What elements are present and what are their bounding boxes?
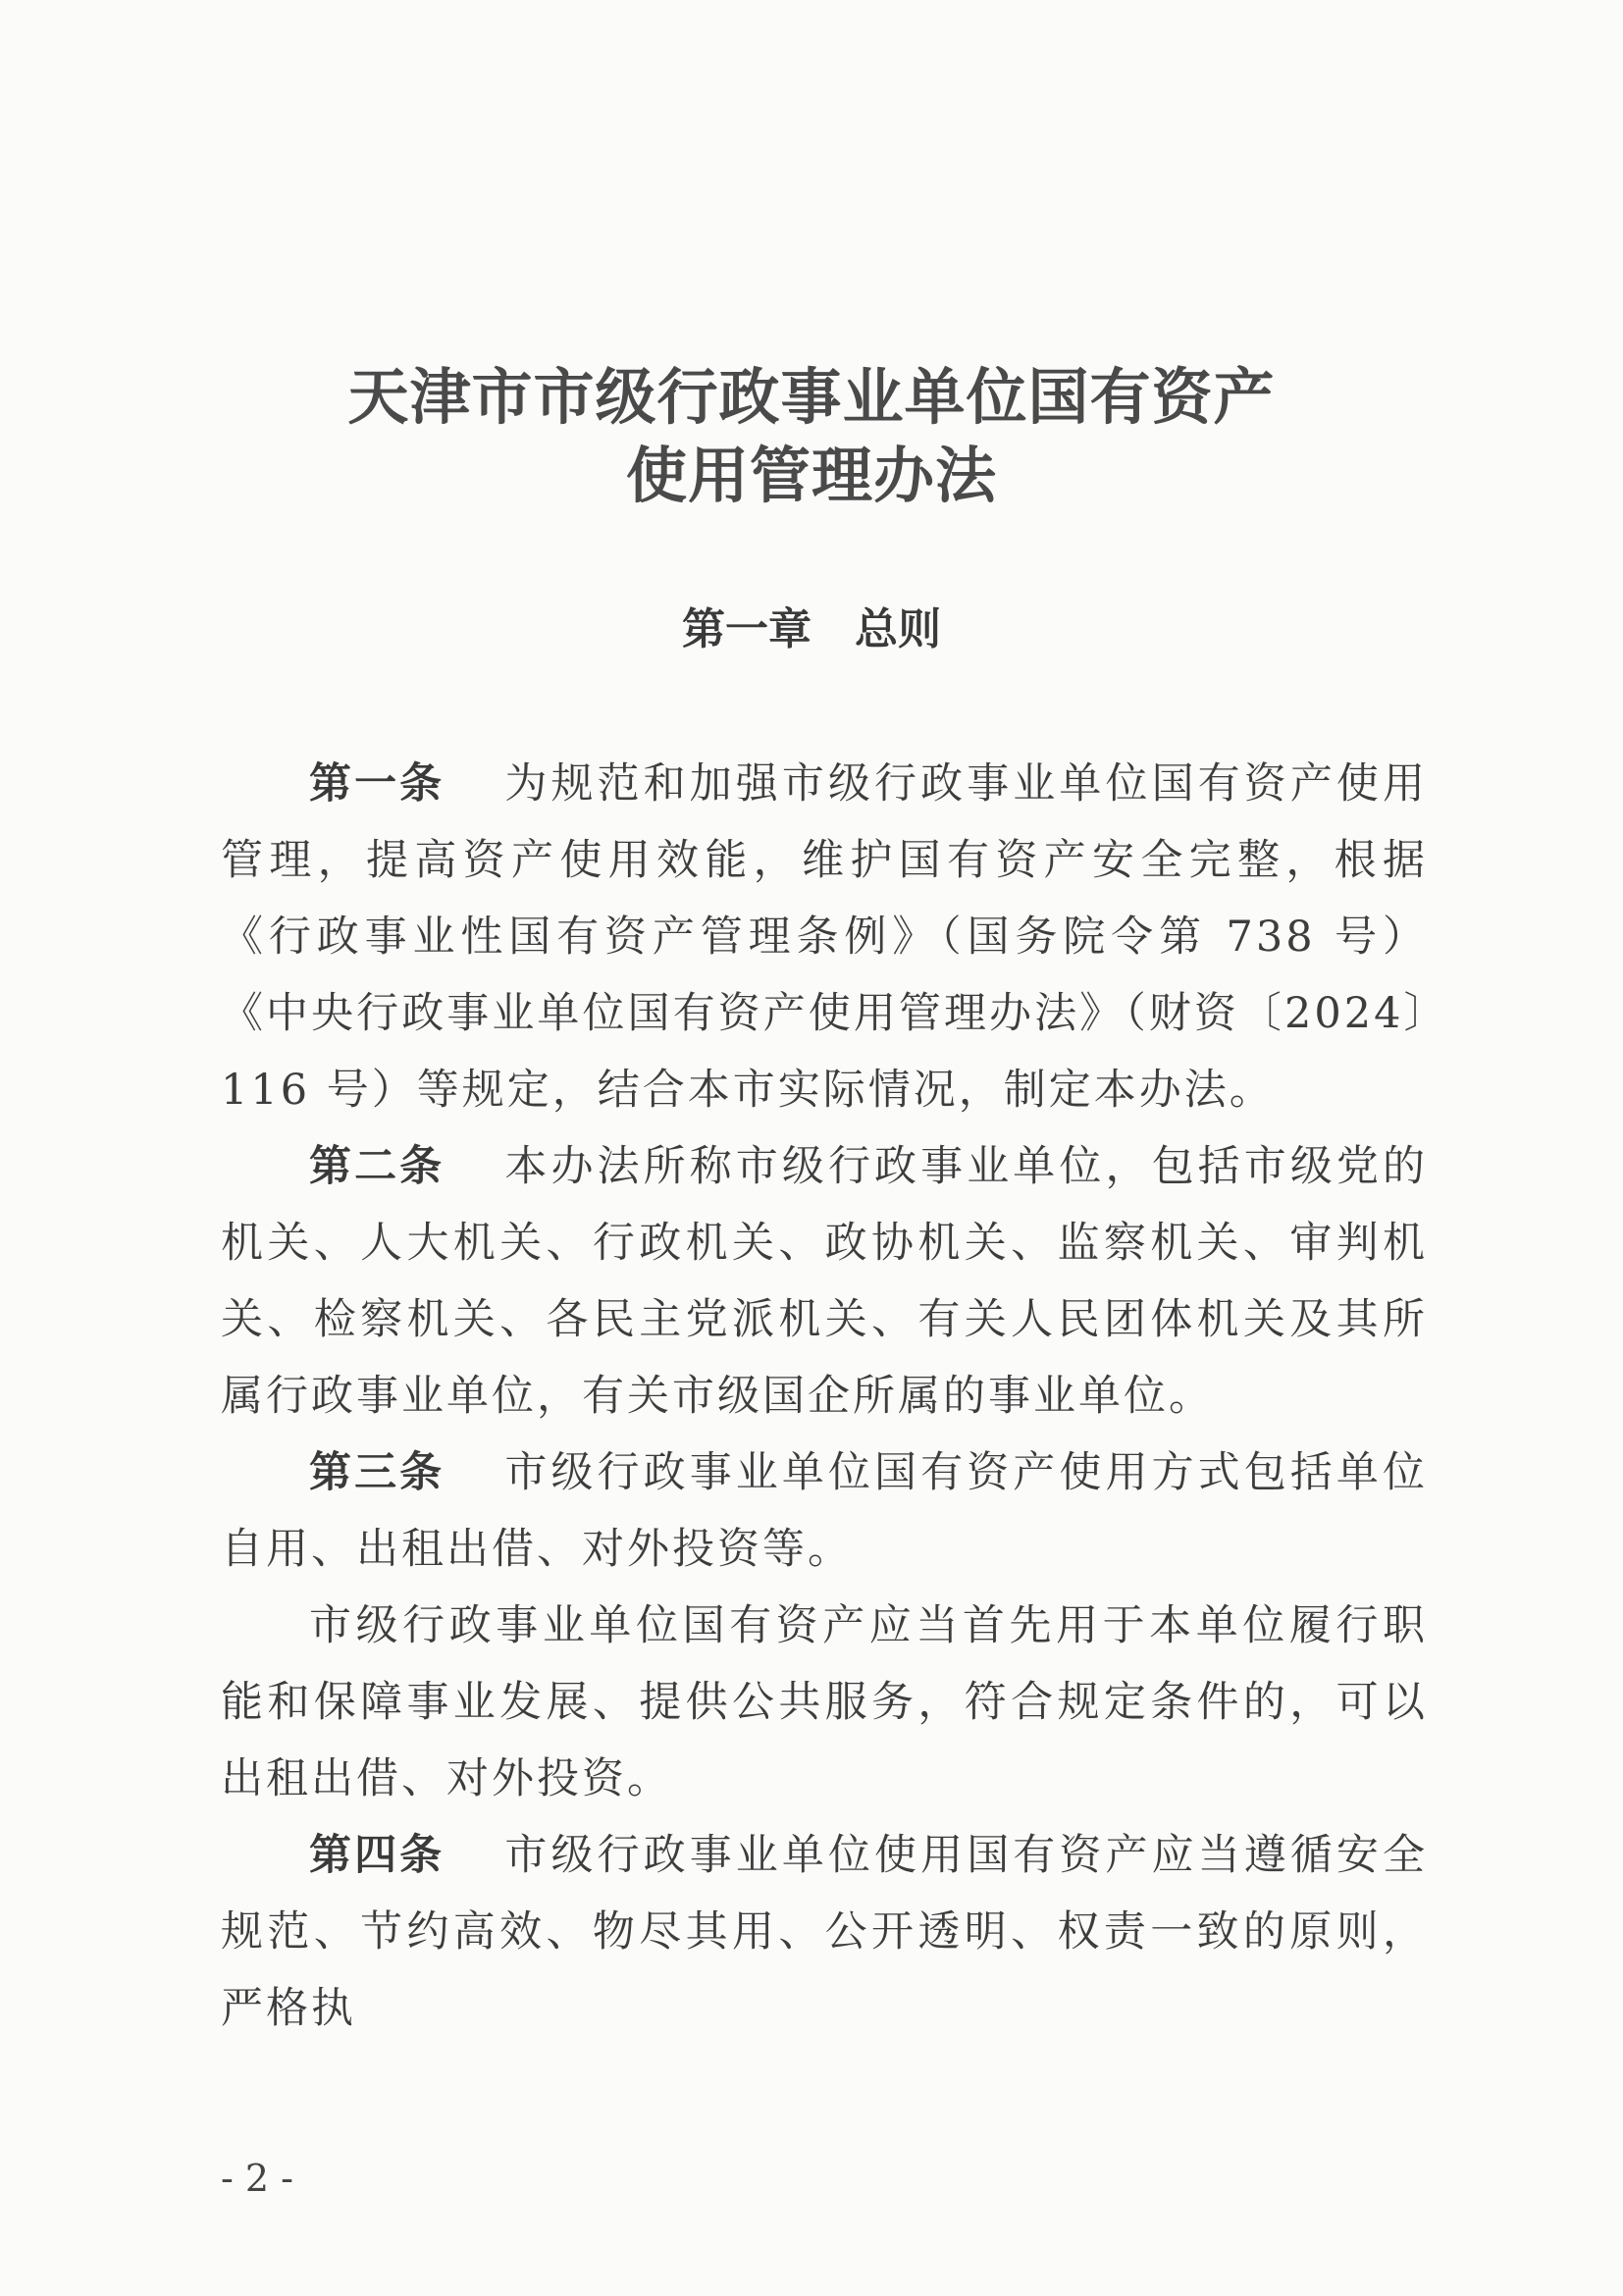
document-body [221,746,1428,2047]
article-paragraph [221,1128,1428,1435]
article-label: 第三条 [309,1448,445,1497]
article-label: 第二条 [309,1142,445,1191]
document-title-line-2: 使用管理办法 [625,440,997,511]
page-number: - 2 - [221,2157,294,2200]
article-paragraph [221,746,1428,1128]
body-paragraph [221,1588,1428,1817]
article-text: 市级行政事业单位国有资产使用方式包括单位自用、出租出借、对外投资等。 [221,1448,1429,1574]
article-paragraph [221,1435,1428,1588]
paragraph-text: 市级行政事业单位国有资产应当首先用于本单位履行职能和保障事业发展、提供公共服务，符合规定条件的，可以出租出借、对外投资。 [221,1601,1428,1803]
article-label: 第一条 [309,759,445,809]
article-paragraph [221,1817,1428,2047]
article-label: 第四条 [309,1831,445,1880]
article-text: 本办法所称市级行政事业单位，包括市级党的机关、人大机关、行政机关、政协机关、监察机关、审判机关、检察机关、各民主党派机关、有关人民团体机关及其所属行政事业单位，有关市级国企所属的事业单位。 [221,1142,1429,1421]
article-text: 市级行政事业单位使用国有资产应当遵循安全规范、节约高效、物尽其用、公开透明、权责一致的原则，严格执 [221,1831,1429,2033]
document-title-line-1: 天津市市级行政事业单位国有资产 [347,361,1276,433]
article-text: 为规范和加强市级行政事业单位国有资产使用管理，提高资产使用效能，维护国有资产安全完整，根据《行政事业性国有资产管理条例》（国务院令第 738 号）《中央行政事业单位国有资产使用管理办法》（财资〔2024〕116 号）等规定，结合本市实际情况，制定本办法。 [221,759,1429,1115]
chapter-heading: 第一章 总则 [682,604,941,654]
